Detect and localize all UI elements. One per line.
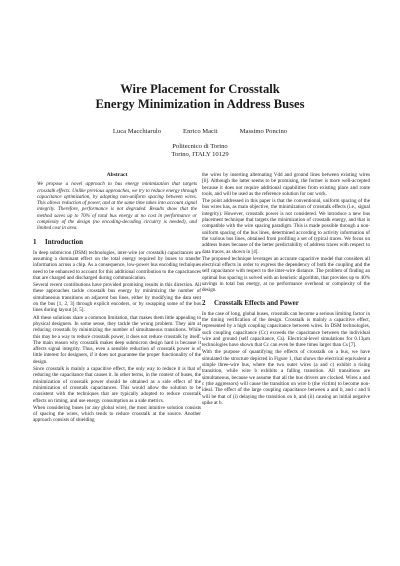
author-list [0,128,400,135]
affiliation [0,143,400,159]
right-column-paragraph: The proposed technique leverages an accurate capacitive model that considers all electrical effects in order to express the dependency of both the coupling and the self capacitance with respect to the inter-wire distance. The problem of finding an optimal bus spacing is solved with an heuristic algorithm, that provides up to 40% savings in total bus energy, at no performance overhead or complexity of the design. [202,255,370,294]
section-1-title: Introduction [45,237,83,246]
right-column-paragraph: the wires by inserting alternating Vdd and ground lines between existing wires [6]. Although the latter seems to be promising, the former is more well-accepted because it does not require additional capabilities from existing place and route tools, and will be used as the reference solution for our work. [202,172,370,197]
section-1-paragraph: All these solutions share a common limitation, that makes them little appealing to physical designers. In some sense, they tackle the wrong problem. They aim at reducing crosstalk by minimizing the number of simultaneous transitions. While this may be a way to reduce crosstalk power, it does not reduce crosstalk by itself. The main reason why crosstalk makes deep submicron design hard is because it affects signal integrity. Thus, even a sensible reduction of crosstalk power is of little interest for designers, if it does not guarantee the proper functionality of the design. [33,314,201,365]
section-1-paragraph: Several recent contributions have provided promising results in this direction. All these approaches tackle crosstalk bus energy by minimizing the number of simultaneous transitions on adjacent bus lines, either by modifying the data sent on the bus [1, 2, 3] through explicit encoders, or by swapping some of the bus lines during layout [4, 5]. [33,282,201,314]
section-1-paragraph: In deep submicron (DSM) technologies, inter-wire (or crosstalk) capacitances are assuming a dominant effect on the total energy required by buses to transfer information across a chip. As a consequence, low-power bus encoding techniques need to be enhanced to account for this additional contribution to the capacitances that are charged and discharged during communication. [33,249,201,281]
section-1-paragraph: When considering buses (or any global wire), the most intuitive solution consists of spacing the wires, which tends to reduce crosstalk at the source. Another approach consists of shielding [33,404,201,424]
paper-title-line-1: Wire Placement for Crosstalk [120,82,280,96]
section-2-number: 2 [202,298,206,307]
paper-title-line-2: Energy Minimization in Address Buses [95,97,305,111]
author-3: Massimo Poncino [239,128,288,135]
right-column [202,172,370,407]
section-1-number: 1 [33,237,37,246]
section-2-title: Crosstalk Effects and Power [214,298,299,307]
section-1-heading [33,238,201,246]
affiliation-city: Torino, ITALY 10129 [171,151,229,158]
section-2-heading [202,299,370,307]
affiliation-institution: Politecnico di Torino [172,143,228,150]
section-2-paragraph: With the purpose of quantifying the effects of crosstalk on a bus, we have simulated the structure depicted in Figure 1, that shows the electrical equivalent a simple three-wire bus, where the two outer wires (a and c) exhibit a rising transition, while wire b exhibits a falling transition. All transitions are simultaneous, because we assume that all the bus drivers are clocked. Wires a and c (the aggressors) will cause the transition on wire b (the victim) to become non-ideal. The effect of the large coupling capacitance between a and b, and c and b will be that of (i) delaying the transition on b, and (ii) causing an initial negative spike at b. [202,349,370,406]
left-column [33,172,201,425]
right-column-paragraph: The point addressed in this paper is that the conventional, uniform spacing of the bus wires has, as main objective, the minimization of crosstalk effects (i.e., signal integrity). However, crosstalk power is not considered. We introduce a new bus placement technique that targets the minimization of crosstalk energy, and that is compatible with the wire spacing paradigm. This is made possible through a non-uniform spacing of the bus lines, determined according to activity information of the various bus lines, obtained from profiling a set of typical traces. We focus on address buses because of the better predictability of address traces with respect to data traces, as shown in [4]. [202,198,370,255]
author-2: Enrico Macii [183,128,218,135]
abstract-text: We propose a novel approach to bus energy minimization that targets crosstalk effects. Unlike previous approaches, we try to reduce energy through capacitance optimization, by adopting non-uniform spacing between wires. This allows reduction of power, and at the same time takes into account signal integrity. Therefore, performance is not degraded. Results show that the method saves up to 70% of total bus energy at no cost in performance or complexity of the design (no encoding-decoding circuitry is needed), and limited cost in area. [37,181,197,232]
author-1: Luca Macchiarulo [112,128,162,135]
section-1-paragraph: Since crosstalk is mainly a capacitive effect, the only way to reduce it is that of reducing the capacitance that causes it. In other terms, in the context of buses, the minimization of crosstalk power should be obtained as a side effect of the minimization of crosstalk capacitances. This would allow the solution to be consistent with the techniques that are typically adopted to reduce crosstalk effects on timing, and use energy consumption as a side metrics. [33,366,201,404]
abstract-heading: Abstract [106,172,128,178]
section-2-paragraph: In the case of long, global buses, crosstalk can become a serious limiting factor in the timing verification of the design. Crosstalk is mainly a capacitive effect, represented by a high coupling capacitance between wires. In DSM technologies, such coupling capacitance (Cc) exceeds the capacitance between the individual wire and ground (self capacitance, Cs). Electrical-level simulations for 0.13μm technologies have shown that Cc can even be three times larger than Cs [7]. [202,310,370,349]
